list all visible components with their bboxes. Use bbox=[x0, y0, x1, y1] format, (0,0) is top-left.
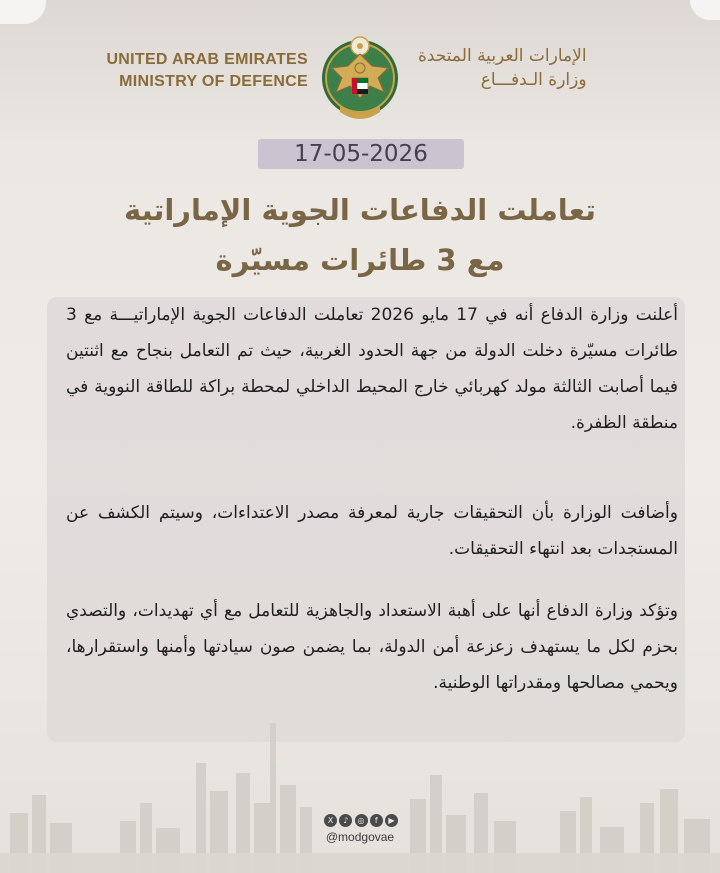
arabic-name-line2: وزارة الـدفـــاع bbox=[480, 70, 587, 90]
statement-paragraph-2: وأضافت الوزارة بأن التحقيقات جارية لمعرفة مصدر الاعتداءات، وسيتم الكشف عن المستجدات بعد انتهاء التحقيقات. bbox=[66, 503, 678, 559]
social-handle: @modgovae bbox=[325, 830, 395, 844]
facebook-icon[interactable]: f bbox=[370, 814, 383, 827]
frame-corner-left bbox=[0, 0, 46, 24]
instagram-icon[interactable]: ◎ bbox=[355, 814, 368, 827]
frame-corner-right bbox=[690, 0, 720, 20]
city-skyline-background bbox=[0, 703, 720, 873]
arabic-ministry-name bbox=[418, 44, 587, 92]
x-icon[interactable]: X bbox=[324, 814, 337, 827]
tiktok-icon[interactable]: ♪ bbox=[339, 814, 352, 827]
social-icons bbox=[324, 811, 398, 829]
date-badge: 17-05-2026 bbox=[258, 139, 464, 169]
headline-line1: تعاملت الدفاعات الجوية الإماراتية bbox=[124, 193, 596, 227]
ministry-header bbox=[0, 30, 720, 130]
statement-paragraph-1: أعلنت وزارة الدفاع أنه في 17 مايو 2026 تعاملت الدفاعات الجوية الإماراتيـــة مع 3 طائرات مسيّرة دخلت الدولة من جهة الحدود الغربية، حيث تم التعامل بنجاح مع اثنتين فيما أصابت الثالثة مولد كهربائي خارج المحيط الداخلي لمحطة براكة للطاقة النووية في منطقة الظفرة. bbox=[66, 305, 678, 433]
headline-line2: مع 3 طائرات مسيّرة bbox=[215, 243, 505, 277]
uae-emblem-icon bbox=[318, 32, 402, 128]
statement-paragraph-3: وتؤكد وزارة الدفاع أنها على أهبة الاستعداد والجاهزية للتعامل مع أي تهديدات، والتصدي بحزم لكل ما يستهدف زعزعة أمن الدولة، بما يضمن صون سيادتها وأمنها واستقرارها، ويحمي مصالحها ومقدراتها الوطنية. bbox=[66, 601, 678, 693]
english-name-line1: UNITED ARAB EMIRATES bbox=[106, 51, 308, 68]
english-name-line2: MINISTRY OF DEFENCE bbox=[119, 73, 308, 90]
english-ministry-name bbox=[106, 49, 308, 93]
youtube-icon[interactable]: ▶ bbox=[385, 814, 398, 827]
arabic-name-line1: الإمارات العربية المتحدة bbox=[418, 46, 587, 66]
